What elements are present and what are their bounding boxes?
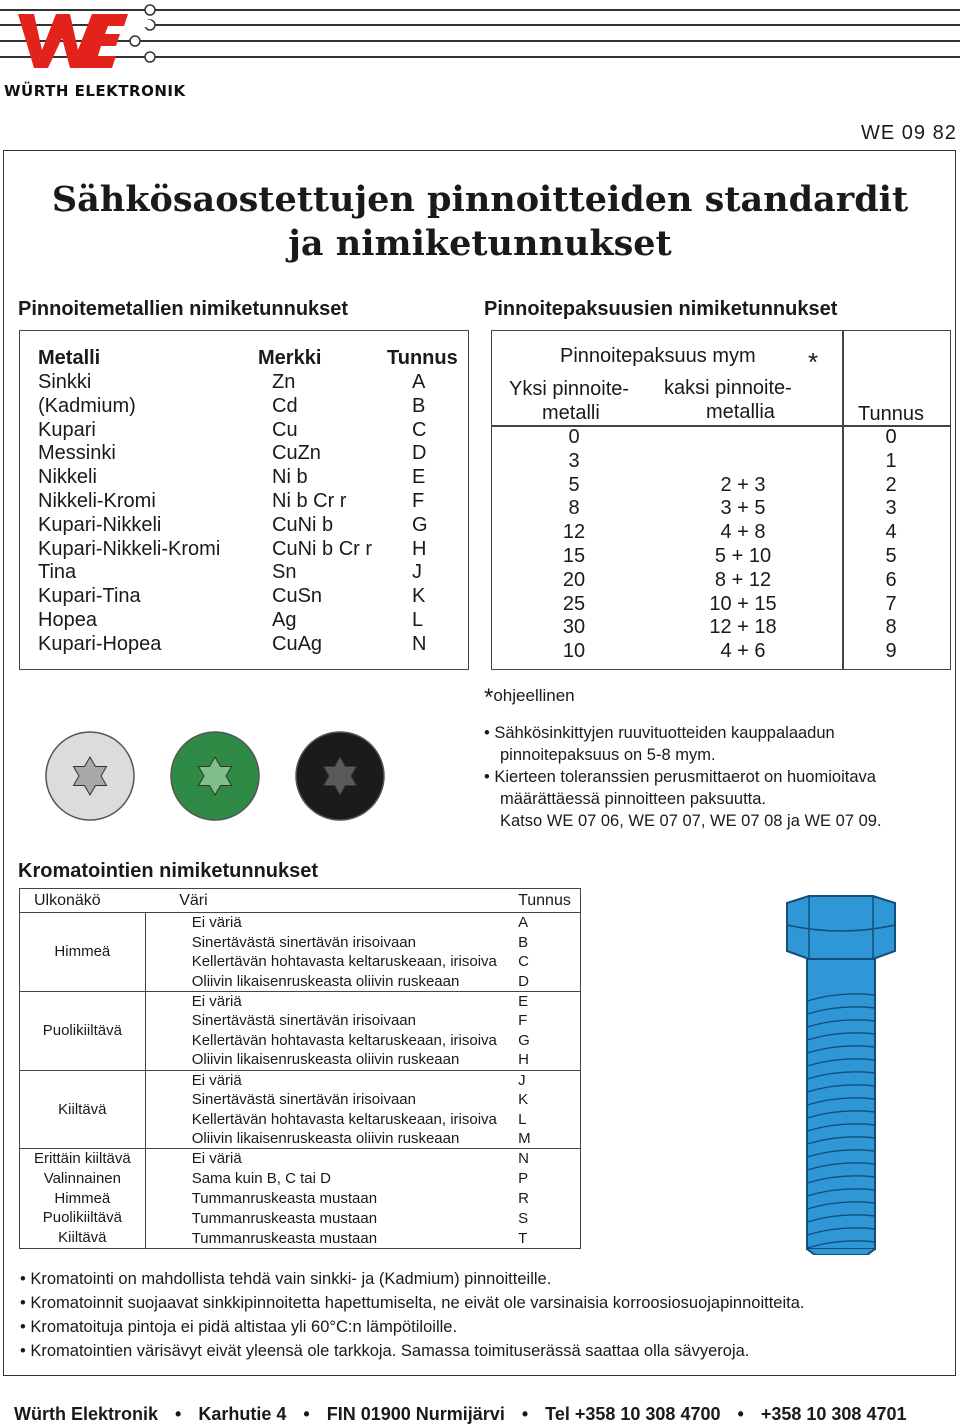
metal-symbol: Cd <box>272 394 298 417</box>
chromating-code: T <box>506 1228 580 1248</box>
footer-street: Karhutie 4 <box>198 1404 287 1424</box>
thickness-code: 7 <box>885 592 897 615</box>
we-logo-mark <box>0 0 200 80</box>
metal-name: Kupari-Hopea <box>38 632 162 655</box>
footnote-text: ohjeellinen <box>493 686 575 705</box>
note-2-line-3: Katso WE 07 06, WE 07 07, WE 07 08 ja WE 07 09. <box>500 812 882 830</box>
chromating-row <box>20 1070 581 1090</box>
thickness-col-single-l2: metalli <box>542 402 600 424</box>
thickness-single: 8 <box>568 497 580 520</box>
chromating-code: C <box>518 953 529 971</box>
metal-name: Kupari-Nikkeli-Kromi <box>38 537 221 560</box>
chromating-appearance-line: Himmeä <box>54 943 111 961</box>
thickness-double: 2 + 3 <box>720 473 766 496</box>
thickness-col-code: Tunnus <box>858 403 924 425</box>
chromating-bullet: • Kromatointien värisävyt eivät yleensä ole tarkkoja. Samassa toimituserässä saattaa olla sävyeroja. <box>20 1342 750 1360</box>
chromating-code: N <box>518 1150 529 1168</box>
chromating-code: A <box>518 914 529 932</box>
chromating-appearance-line: Puolikiiltävä <box>42 1021 122 1039</box>
title-line-1: Sähkösaostettujen pinnoitteiden standardit <box>51 179 909 220</box>
metals-header-code: Tunnus <box>387 347 458 369</box>
thickness-single: 10 <box>562 640 586 663</box>
metal-code: C <box>412 418 427 441</box>
chromating-appearance <box>20 991 146 1070</box>
thickness-code: 0 <box>885 426 897 448</box>
footer-fax: +358 10 308 4701 <box>760 1404 907 1424</box>
chromating-color: Ei väriä <box>191 1071 242 1089</box>
chromating-code: B <box>518 933 529 951</box>
footer-sep-3: • <box>521 1404 529 1424</box>
note-2-line-1: Kierteen toleranssien perusmittaerot on huomioitava <box>494 768 876 786</box>
chromating-color: Sinertävästä sinertävän irisoivaan <box>191 933 416 951</box>
chromating-code: S <box>518 1209 529 1227</box>
chromating-table-wrap <box>19 888 581 1249</box>
metal-name: Sinkki <box>38 371 92 393</box>
metal-symbol: Zn <box>272 371 296 393</box>
thickness-single: 25 <box>562 592 586 615</box>
thickness-double: 4 + 8 <box>720 521 766 544</box>
metal-code: N <box>412 632 427 655</box>
chromating-row <box>20 913 581 933</box>
chromating-bullet: • Kromatointi on mahdollista tehdä vain sinkki- ja (Kadmium) pinnoitteille. <box>20 1270 552 1288</box>
chromating-color: Oliivin likaisenruskeasta oliivin ruskeaan <box>145 1050 506 1070</box>
screw-heads-illustration <box>40 728 400 828</box>
footer <box>14 1404 907 1425</box>
thickness-single: 20 <box>562 568 586 591</box>
footnote-star: * <box>484 684 494 711</box>
thickness-code: 8 <box>885 616 897 639</box>
thickness-double: 3 + 5 <box>720 497 766 520</box>
chromating-color: Kellertävän hohtavasta keltaruskeaan, irisoiva <box>191 1110 497 1128</box>
metal-code: A <box>412 371 426 393</box>
note-1-line-1: Sähkösinkittyjen ruuvituotteiden kauppalaadun <box>494 724 835 742</box>
chromating-bullets <box>20 1267 950 1363</box>
thickness-group-header: Pinnoitepaksuus mym <box>560 345 756 367</box>
metal-code: K <box>412 585 426 608</box>
thickness-double: 12 + 18 <box>709 616 777 639</box>
chromating-header-color: Väri <box>179 891 208 909</box>
bolt-shank <box>807 959 875 1249</box>
chromating-color: Kellertävän hohtavasta keltaruskeaan, irisoiva <box>191 1031 497 1049</box>
thickness-double: 8 + 12 <box>714 568 772 591</box>
thickness-heading: Pinnoitepaksuusien nimiketunnukset <box>484 298 838 320</box>
chromating-color: Oliivin likaisenruskeasta oliivin ruskeaan <box>145 972 506 992</box>
chromating-appearance-line: Kiiltävä <box>58 1229 107 1247</box>
metal-code: B <box>412 394 426 417</box>
thickness-single: 15 <box>562 545 586 567</box>
metal-name: Kupari-Tina <box>38 585 141 608</box>
thickness-code: 5 <box>885 545 897 567</box>
chromating-appearance-line: Erittäin kiiltävä <box>34 1150 131 1168</box>
thickness-col-double-l1: kaksi pinnoite- <box>664 377 792 399</box>
chromating-body <box>20 913 581 1249</box>
thickness-code: 3 <box>885 497 897 520</box>
chromating-appearance <box>20 1070 146 1149</box>
note-2: • Kierteen toleranssien perusmittaerot on huomioitava määrättäessä pinnoitteen paksuutta. Katso WE 07 06, WE 07 07, WE 07 08 ja WE 07 09. <box>484 766 944 832</box>
metal-code: D <box>412 442 427 465</box>
thickness-code: 2 <box>885 473 897 496</box>
chromating-color: Sinertävästä sinertävän irisoivaan <box>191 1091 416 1109</box>
chromating-appearance <box>20 913 146 992</box>
metal-symbol: CuNi b <box>272 513 334 536</box>
document-number: WE 09 82 <box>861 122 957 144</box>
page-title <box>0 178 960 266</box>
chromating-appearance <box>20 1149 146 1249</box>
note-1: • Sähkösinkittyjen ruuvituotteiden kauppalaadun pinnoitepaksuus on 5-8 mym. <box>484 722 944 766</box>
metal-name: (Kadmium) <box>38 394 136 417</box>
footer-company: Würth Elektronik <box>14 1404 159 1424</box>
chromating-bullet-text: Kromatointi on mahdollista tehdä vain sinkki- ja (Kadmium) pinnoitteille. <box>30 1270 552 1288</box>
chromating-bullet-text: Kromatoituja pintoja ei pidä altistaa yli 60°C:n lämpötiloille. <box>30 1318 458 1336</box>
chromating-bullet: • Kromatoinnit suojaavat sinkkipinnoitetta hapettumiselta, ne eivät ole varsinaisia korroosiosuojapinnoitteita. <box>20 1294 805 1312</box>
metal-symbol: CuZn <box>272 442 321 465</box>
thickness-single: 30 <box>562 616 586 639</box>
metal-symbol: CuSn <box>272 585 323 608</box>
footer-sep-2: • <box>303 1404 310 1424</box>
thickness-code: 1 <box>885 449 897 472</box>
chromating-code: H <box>506 1050 580 1070</box>
metals-heading: Pinnoitemetallien nimiketunnukset <box>18 298 349 320</box>
thickness-single: 5 <box>568 473 580 496</box>
chromating-color: Kellertävän hohtavasta keltaruskeaan, irisoiva <box>191 953 497 971</box>
chromating-appearance-line: Himmeä <box>54 1189 111 1207</box>
chromating-code: E <box>518 992 529 1010</box>
thickness-notes <box>484 722 944 832</box>
chromating-code: F <box>518 1012 528 1030</box>
footer-phone: Tel +358 10 308 4700 <box>545 1404 721 1424</box>
brand-name: WÜRTH ELEKTRONIK <box>4 82 186 100</box>
metal-code: H <box>412 537 427 560</box>
footer-city: FIN 01900 Nurmijärvi <box>326 1404 505 1424</box>
thickness-double: 4 + 6 <box>720 640 766 663</box>
metal-symbol: Cu <box>272 418 298 441</box>
thickness-col-single-l1: Yksi pinnoite- <box>509 378 630 400</box>
metal-code: J <box>412 561 422 584</box>
chromating-color: Oliivin likaisenruskeasta oliivin ruskeaan <box>145 1129 506 1149</box>
thickness-single: 0 <box>568 426 580 448</box>
chromating-appearance-line: Puolikiiltävä <box>42 1209 122 1227</box>
metal-name: Kupari-Nikkeli <box>38 513 162 536</box>
chromating-row <box>20 991 581 1011</box>
chromating-color: Sinertävästä sinertävän irisoivaan <box>191 1012 416 1030</box>
metal-symbol: Ni b Cr r <box>272 490 347 512</box>
chromating-bullet: • Kromatoituja pintoja ei pidä altistaa yli 60°C:n lämpötiloille. <box>20 1318 458 1336</box>
thickness-single: 12 <box>562 521 586 544</box>
chromating-code: K <box>518 1091 529 1109</box>
metal-symbol: CuAg <box>272 632 323 655</box>
title-line-2: ja nimiketunnukset <box>288 223 672 264</box>
chromating-heading: Kromatointien nimiketunnukset <box>18 860 319 882</box>
metal-code: G <box>412 513 428 536</box>
chromating-code: J <box>518 1071 526 1089</box>
metal-name: Tina <box>38 561 77 584</box>
chromating-bullet-text: Kromatoinnit suojaavat sinkkipinnoitetta hapettumiselta, ne eivät ole varsinaisia korroosiosuojapinnoitteita. <box>30 1294 805 1312</box>
thickness-code: 9 <box>885 640 897 663</box>
chromating-color: Ei väriä <box>191 914 242 932</box>
metal-name: Messinki <box>38 442 116 465</box>
metal-name: Kupari <box>38 418 96 441</box>
metal-code: F <box>412 490 425 512</box>
thickness-code: 6 <box>885 568 897 591</box>
chromating-appearance-line: Kiiltävä <box>58 1100 107 1118</box>
chromating-appearance-line: Valinnainen <box>43 1169 121 1187</box>
thickness-code: 4 <box>885 521 897 544</box>
note-1-line-2: pinnoitepaksuus on 5-8 mym. <box>500 746 716 764</box>
metal-name: Nikkeli-Kromi <box>38 490 156 512</box>
metal-symbol: CuNi b Cr r <box>272 537 373 560</box>
metals-header-metal: Metalli <box>38 347 101 369</box>
footer-sep-1: • <box>175 1404 182 1424</box>
thickness-footnote <box>484 684 575 712</box>
chromating-row <box>20 1149 581 1169</box>
chromating-color: Tummanruskeasta mustaan <box>145 1228 506 1248</box>
metal-name: Hopea <box>38 609 97 631</box>
metal-name: Nikkeli <box>38 466 97 489</box>
chromating-color: Ei väriä <box>191 992 242 1010</box>
metal-symbol: Ag <box>272 609 297 631</box>
thickness-double: 5 + 10 <box>714 545 772 567</box>
metals-header-symbol: Merkki <box>258 347 322 369</box>
chromating-code: R <box>518 1189 529 1207</box>
thickness-col-double-l2: metallia <box>706 401 775 423</box>
chromating-bullet-text: Kromatointien värisävyt eivät yleensä ole tarkkoja. Samassa toimituserässä saattaa olla sävyeroja. <box>30 1342 750 1360</box>
logo <box>0 0 960 110</box>
chromating-color: Sama kuin B, C tai D <box>191 1170 331 1188</box>
thickness-star: * <box>808 347 819 377</box>
chromating-color: Tummanruskeasta mustaan <box>191 1209 378 1227</box>
chromating-header-appearance: Ulkonäkö <box>34 891 101 909</box>
chromating-code: L <box>518 1110 527 1128</box>
metal-symbol: Sn <box>272 561 297 584</box>
metal-symbol: Ni b <box>272 466 308 489</box>
thickness-double: 10 + 15 <box>709 592 777 615</box>
footer-sep-4: • <box>737 1404 744 1424</box>
chromating-code: G <box>518 1031 530 1049</box>
thickness-divider-v <box>842 330 844 670</box>
bolt-illustration <box>775 895 905 1255</box>
chromating-code: D <box>506 972 580 992</box>
chromating-color: Tummanruskeasta mustaan <box>191 1189 378 1207</box>
chromating-color: Ei väriä <box>191 1150 242 1168</box>
chromating-code: P <box>518 1170 529 1188</box>
chromating-code: M <box>506 1129 580 1149</box>
chromating-table <box>19 888 581 1249</box>
metal-code: L <box>412 609 424 631</box>
thickness-single: 3 <box>568 449 580 472</box>
chromating-header-code: Tunnus <box>518 891 571 909</box>
metal-code: E <box>412 466 426 489</box>
note-2-line-2: määrättäessä pinnoitteen paksuutta. <box>500 790 767 808</box>
